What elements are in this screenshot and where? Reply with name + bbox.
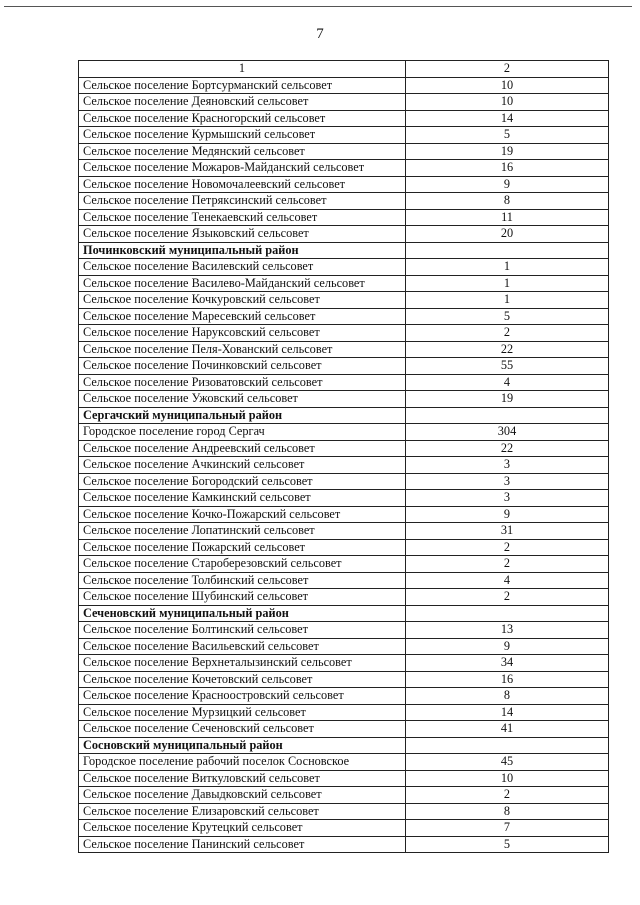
settlement-name: Сельское поселение Василево-Майданский сельсовет (79, 275, 406, 292)
settlement-name: Городское поселение город Сергач (79, 424, 406, 441)
table-row (79, 94, 609, 111)
settlement-name: Городское поселение рабочий поселок Сосновское (79, 754, 406, 771)
settlement-value: 9 (406, 638, 609, 655)
table-row (79, 836, 609, 853)
settlement-value: 1 (406, 275, 609, 292)
settlement-name: Сельское поселение Шубинский сельсовет (79, 589, 406, 606)
settlement-value (406, 737, 609, 754)
settlement-value: 22 (406, 440, 609, 457)
settlement-name: Сельское поселение Можаров-Майданский сельсовет (79, 160, 406, 177)
settlement-value: 2 (406, 556, 609, 573)
settlement-value: 10 (406, 770, 609, 787)
table-row (79, 506, 609, 523)
settlement-name: Сельское поселение Толбинский сельсовет (79, 572, 406, 589)
settlement-value (406, 242, 609, 259)
table-body (79, 77, 609, 853)
column-header-1: 1 (79, 61, 406, 78)
table-row (79, 160, 609, 177)
settlement-value: 4 (406, 374, 609, 391)
district-name: Сеченовский муниципальный район (79, 605, 406, 622)
table-row (79, 325, 609, 342)
scan-edge-line (4, 0, 632, 7)
table-row (79, 655, 609, 672)
settlement-value: 16 (406, 160, 609, 177)
table-row (79, 292, 609, 309)
table-row (79, 820, 609, 837)
table-row (79, 259, 609, 276)
settlement-name: Сельское поселение Языковский сельсовет (79, 226, 406, 243)
settlement-value: 19 (406, 391, 609, 408)
settlement-value: 11 (406, 209, 609, 226)
settlement-name: Сельское поселение Маресевский сельсовет (79, 308, 406, 325)
settlement-name: Сельское поселение Ужовский сельсовет (79, 391, 406, 408)
settlement-value: 1 (406, 292, 609, 309)
table-row (79, 374, 609, 391)
district-header-row (79, 242, 609, 259)
table-row (79, 721, 609, 738)
settlement-name: Сельское поселение Курмышский сельсовет (79, 127, 406, 144)
settlement-name: Сельское поселение Красногорский сельсовет (79, 110, 406, 127)
settlement-name: Сельское поселение Деяновский сельсовет (79, 94, 406, 111)
settlement-value: 55 (406, 358, 609, 375)
table-row (79, 440, 609, 457)
settlement-name: Сельское поселение Тенекаевский сельсовет (79, 209, 406, 226)
settlement-value (406, 605, 609, 622)
table-row (79, 589, 609, 606)
table-row (79, 671, 609, 688)
table-row (79, 110, 609, 127)
settlement-name: Сельское поселение Наруксовский сельсовет (79, 325, 406, 342)
table-row (79, 539, 609, 556)
table-row (79, 193, 609, 210)
settlements-table (78, 60, 609, 853)
settlement-name: Сельское поселение Ачкинский сельсовет (79, 457, 406, 474)
table-row (79, 622, 609, 639)
settlement-name: Сельское поселение Красноостровский сельсовет (79, 688, 406, 705)
table-row (79, 523, 609, 540)
settlement-value: 41 (406, 721, 609, 738)
settlement-value: 9 (406, 176, 609, 193)
table-row (79, 308, 609, 325)
table-row (79, 143, 609, 160)
settlement-value: 19 (406, 143, 609, 160)
settlement-value: 304 (406, 424, 609, 441)
table-row (79, 572, 609, 589)
settlement-value: 22 (406, 341, 609, 358)
table-row (79, 341, 609, 358)
settlement-name: Сельское поселение Лопатинский сельсовет (79, 523, 406, 540)
settlement-value: 10 (406, 77, 609, 94)
settlement-name: Сельское поселение Починковский сельсовет (79, 358, 406, 375)
table-row (79, 770, 609, 787)
settlement-value: 3 (406, 473, 609, 490)
settlement-value: 9 (406, 506, 609, 523)
table-row (79, 457, 609, 474)
settlement-value (406, 407, 609, 424)
district-name: Сергачский муниципальный район (79, 407, 406, 424)
settlement-name: Сельское поселение Медянский сельсовет (79, 143, 406, 160)
settlement-name: Сельское поселение Кочетовский сельсовет (79, 671, 406, 688)
table-row (79, 358, 609, 375)
settlement-name: Сельское поселение Андреевский сельсовет (79, 440, 406, 457)
settlement-name: Сельское поселение Виткуловский сельсовет (79, 770, 406, 787)
settlement-value: 5 (406, 127, 609, 144)
district-header-row (79, 737, 609, 754)
settlement-name: Сельское поселение Болтинский сельсовет (79, 622, 406, 639)
settlement-value: 13 (406, 622, 609, 639)
table-row (79, 803, 609, 820)
table-row (79, 787, 609, 804)
table-row (79, 556, 609, 573)
settlement-value: 3 (406, 490, 609, 507)
settlement-value: 2 (406, 325, 609, 342)
settlement-value: 1 (406, 259, 609, 276)
table-header-row (79, 61, 609, 78)
settlement-value: 45 (406, 754, 609, 771)
table-row (79, 176, 609, 193)
settlement-value: 16 (406, 671, 609, 688)
settlement-name: Сельское поселение Верхнеталызинский сельсовет (79, 655, 406, 672)
settlement-name: Сельское поселение Кочкуровский сельсовет (79, 292, 406, 309)
table-row (79, 490, 609, 507)
district-header-row (79, 407, 609, 424)
settlement-name: Сельское поселение Пожарский сельсовет (79, 539, 406, 556)
page-number: 7 (316, 26, 324, 42)
table-row (79, 77, 609, 94)
table-row (79, 391, 609, 408)
settlement-value: 8 (406, 193, 609, 210)
settlement-name: Сельское поселение Пеля-Хованский сельсовет (79, 341, 406, 358)
table-row (79, 638, 609, 655)
settlement-name: Сельское поселение Панинский сельсовет (79, 836, 406, 853)
settlement-value: 8 (406, 688, 609, 705)
settlement-value: 5 (406, 308, 609, 325)
table-row (79, 226, 609, 243)
table-row (79, 424, 609, 441)
table-row (79, 127, 609, 144)
table-row (79, 688, 609, 705)
settlement-value: 2 (406, 539, 609, 556)
settlement-name: Сельское поселение Староберезовский сельсовет (79, 556, 406, 573)
district-name: Сосновский муниципальный район (79, 737, 406, 754)
settlement-name: Сельское поселение Новомочалеевский сельсовет (79, 176, 406, 193)
settlement-name: Сельское поселение Василевский сельсовет (79, 259, 406, 276)
settlement-value: 2 (406, 589, 609, 606)
settlement-name: Сельское поселение Петрякcинский сельсовет (79, 193, 406, 210)
settlement-value: 20 (406, 226, 609, 243)
settlement-value: 5 (406, 836, 609, 853)
district-header-row (79, 605, 609, 622)
settlement-name: Сельское поселение Васильевский сельсовет (79, 638, 406, 655)
settlement-name: Сельское поселение Бортсурманский сельсовет (79, 77, 406, 94)
district-name: Починковский муниципальный район (79, 242, 406, 259)
settlement-value: 31 (406, 523, 609, 540)
settlement-name: Сельское поселение Кочко-Пожарский сельсовет (79, 506, 406, 523)
column-header-2: 2 (406, 61, 609, 78)
settlement-name: Сельское поселение Камкинский сельсовет (79, 490, 406, 507)
table-row (79, 473, 609, 490)
settlement-value: 34 (406, 655, 609, 672)
table-row (79, 209, 609, 226)
settlement-value: 14 (406, 110, 609, 127)
settlement-value: 4 (406, 572, 609, 589)
settlement-value: 2 (406, 787, 609, 804)
table-row (79, 754, 609, 771)
settlement-name: Сельское поселение Елизаровский сельсовет (79, 803, 406, 820)
settlement-name: Сельское поселение Крутецкий сельсовет (79, 820, 406, 837)
table-row (79, 704, 609, 721)
settlement-value: 7 (406, 820, 609, 837)
settlement-value: 14 (406, 704, 609, 721)
settlement-name: Сельское поселение Сеченовский сельсовет (79, 721, 406, 738)
settlement-value: 10 (406, 94, 609, 111)
settlement-name: Сельское поселение Мурзицкий сельсовет (79, 704, 406, 721)
settlement-value: 3 (406, 457, 609, 474)
table-row (79, 275, 609, 292)
settlement-name: Сельское поселение Ризоватовский сельсовет (79, 374, 406, 391)
settlement-name: Сельское поселение Богородский сельсовет (79, 473, 406, 490)
settlement-name: Сельское поселение Давыдковский сельсовет (79, 787, 406, 804)
settlement-value: 8 (406, 803, 609, 820)
